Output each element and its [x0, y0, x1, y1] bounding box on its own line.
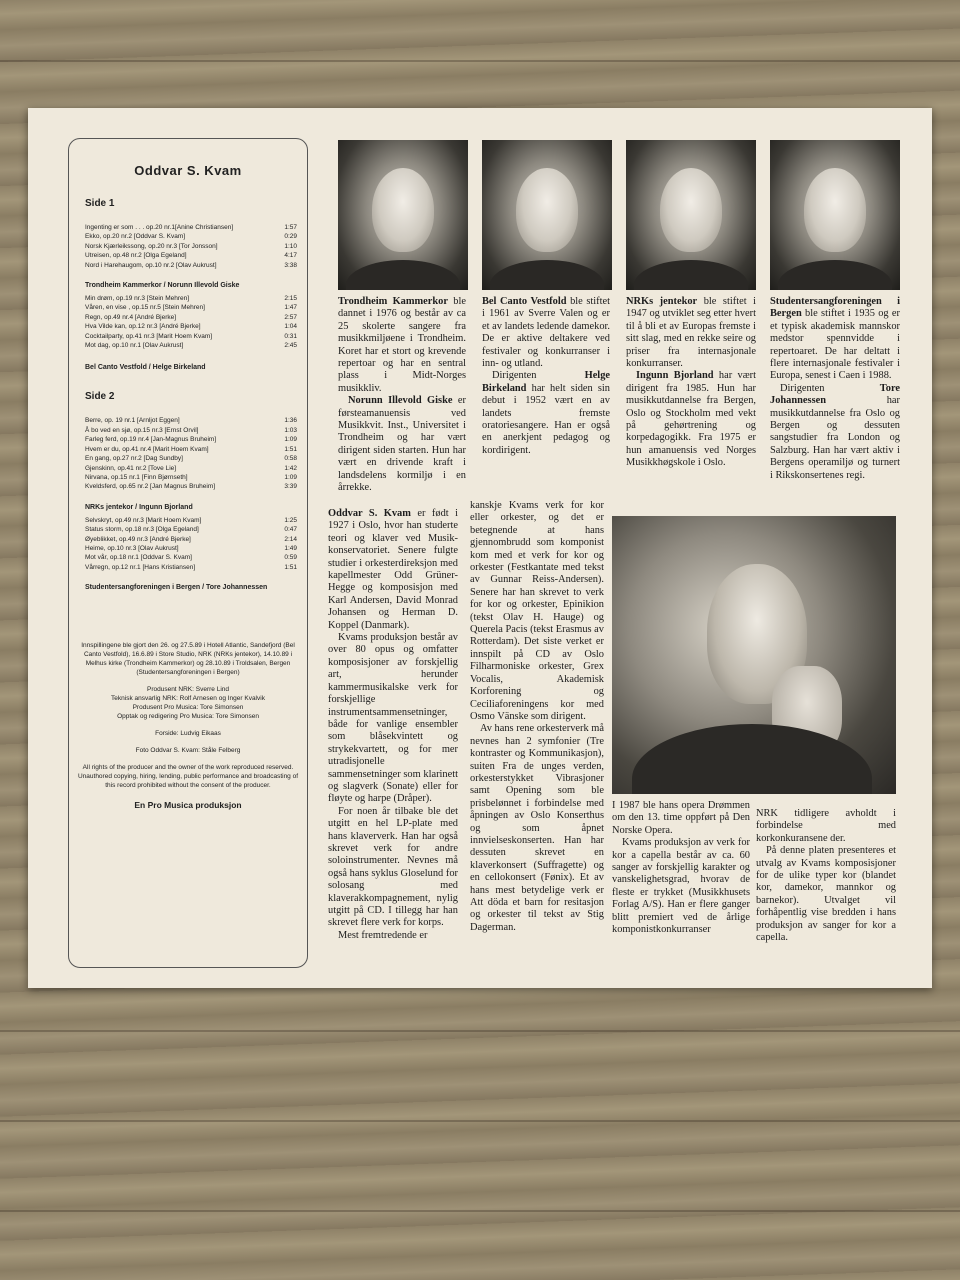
track-duration: 1:04	[284, 323, 297, 331]
side1-heading: Side 1	[85, 198, 115, 209]
bio-kvam-col4	[756, 808, 896, 944]
group1-tracks	[75, 294, 301, 350]
bio-paragraph	[470, 723, 604, 934]
bio-name: Studentersangforeningen i Bergen	[770, 296, 900, 320]
track-row	[85, 261, 301, 270]
track-title: Nirvana, op.15 nr.1 [Finn Bjørnseth]	[85, 473, 188, 481]
track-duration: 1:09	[284, 473, 297, 481]
track-title: Mot vår, op.18 nr.1 [Oddvar S. Kvam]	[85, 554, 192, 562]
credits	[75, 641, 301, 790]
track-title: Kveldsferd, op.65 nr.2 [Jan Magnus Bruheim]	[85, 483, 216, 491]
track-duration: 1:10	[284, 242, 297, 250]
bio-bel-canto-vestfold	[482, 296, 610, 457]
bio-text: ble stiftet i 1947 og utviklet seg etter hvert til å bli et av Europas fremste i sitt slag, med en rekke seire og priser fra internasjonale konkurranser.	[626, 296, 756, 370]
tracklist-box	[68, 138, 308, 968]
bio-text: NRK tidligere avholdt i forbindelse med korkonkuransene der.	[756, 808, 896, 844]
track-row	[85, 563, 301, 572]
bio-paragraph	[470, 500, 604, 723]
track-row	[85, 435, 301, 444]
track-row	[85, 553, 301, 562]
recording-info: Innspillingene ble gjort den 26. og 27.5.89 i Hotell Atlantic, Sandefjord (Bel Canto Vestfold), 16.6.89 i Store Studio, NRK (NRKs jentekor), 14.10.89 i Melhus kirke (Trondheim Kammerkor) og 28.10.89 i Troldsalen, Bergen (Studentersangforeningen i Bergen)	[81, 642, 295, 677]
bio-kvam-col3	[612, 800, 750, 936]
track-title: Øyeblikket, op.49 nr.3 [André Bjerke]	[85, 535, 191, 543]
track-title: Ingenting er som . . . op.20 nr.1[Anine Christiansen]	[85, 224, 234, 231]
bio-text: har helt siden sin debut i 1952 vært en av landets fremste oratoriesangere. Han er også en anerkjent pedagog og kordirigent.	[482, 382, 610, 456]
track-title: Farleg ferd, op.19 nr.4 [Jan-Magnus Bruheim]	[85, 436, 217, 444]
track-duration: 2:45	[284, 342, 297, 350]
bio-text: ble dannet i 1976 og består av ca 25 skolerte sangere fra musikkmiljøene i Trondheim. Koret har et stort og krevende repertoar og har en sentral plass i Midt-Norges musikkliv.	[338, 296, 466, 394]
bio-name: Helge Birkeland	[482, 370, 610, 394]
track-duration: 1:25	[284, 516, 297, 524]
photo-oddvar-kvam	[612, 516, 896, 794]
track-duration: 0:29	[284, 233, 297, 241]
bio-text: er født i 1927 i Oslo, hvor han studerte teori og klaver ved Musik-konservatoriet. Senere fulgte studier i orkesterdireksjon med kapellmester Odd Grüner-Hegge og komposisjon med Karl Andersen, David Monrad Johansen og Herman D. Koppel (Danmark).	[328, 508, 459, 631]
cover-credit: Forside: Ludvig Eikaas	[155, 730, 221, 738]
bio-paragraph	[328, 806, 458, 930]
bio-name: Trondheim Kammerkor	[338, 296, 448, 307]
bio-name: Tore Johannessen	[770, 382, 900, 407]
track-title: Berre, op. 19 nr.1 [Arnljot Eggen]	[85, 417, 180, 425]
track-row	[85, 294, 301, 303]
side2-heading: Side 2	[85, 391, 115, 403]
track-row	[85, 482, 301, 491]
track-title: En gang, op.27 nr.2 [Dag Sundby]	[85, 455, 183, 463]
group3-tracks	[75, 516, 301, 572]
track-title: Cocktailparty, op.41 nr.3 [Marit Hoem Kvam]	[85, 332, 213, 340]
group4-heading: Studentersangforeningen i Bergen / Tore Johannessen	[85, 584, 268, 592]
track-title: Min drøm, op.19 nr.3 [Stein Mehren]	[85, 295, 190, 303]
bio-text: Dirigenten	[492, 370, 585, 382]
bio-text: Dirigenten	[780, 382, 880, 394]
bio-paragraph	[338, 395, 466, 494]
bio-nrks-jentekor	[626, 296, 756, 470]
track-title: Ekko, op.20 nr.2 [Oddvar S. Kvam]	[85, 233, 186, 241]
photo-conductor-bjorland	[626, 140, 756, 290]
bio-text: Kvams produksjon av verk for kor a capella består av ca. 60 sanger av forskjellig karakter og vanskelighetsgrad, hvorav de fleste er trykket (Musikkhusets Forlag A/S). Han er flere ganger blitt premiert ved de årlige komponistkonkurranser	[612, 837, 750, 936]
track-row	[85, 242, 301, 251]
track-row	[85, 516, 301, 525]
track-duration: 2:57	[284, 313, 297, 321]
track-duration: 3:38	[284, 261, 297, 269]
photo-conductor-johannessen	[770, 140, 900, 290]
track-row	[85, 464, 301, 473]
bio-text: I 1987 ble hans opera Drømmen om den 13. time oppført på Den Norske Opera.	[612, 800, 750, 836]
track-row	[85, 232, 301, 241]
bio-trondheim-kammerkor	[338, 296, 466, 495]
track-duration: 1:49	[284, 544, 297, 552]
track-duration: 1:03	[284, 426, 297, 434]
producer-line: Teknisk ansvarlig NRK: Rolf Arnesen og Inger Kvalvik	[111, 695, 265, 703]
track-title: Heime, op.10 nr.3 [Olav Aukrust]	[85, 544, 179, 552]
bio-paragraph	[626, 296, 756, 370]
bio-paragraph	[482, 296, 610, 370]
bio-kvam-col1	[328, 508, 458, 942]
bio-paragraph	[770, 296, 900, 383]
side1-tracks	[75, 223, 301, 270]
photo-credit: Foto Oddvar S. Kvam: Ståle Felberg	[135, 747, 241, 755]
bio-text: For noen år tilbake ble det utgitt en hel LP-plate med hans klaververk. Han har også skrevet verk for andre soloinstrumenter. Nevnes må også hans syklus Gloselund for solosang med klaverakkompagnement, nylig utgitt på CD. I tillegg har han skrevet flere verk for korps.	[328, 805, 458, 929]
track-row	[85, 416, 301, 425]
track-title: Nord i Harehaugom, op.10 nr.2 [Olav Aukrust]	[85, 261, 217, 269]
bio-paragraph	[756, 845, 896, 944]
photo-conductor-birkeland	[482, 140, 612, 290]
track-title: Regn, op.49 nr.4 [André Bjerke]	[85, 313, 177, 321]
track-title: Mot dag, op.10 nr.1 [Olav Aukrust]	[85, 342, 184, 350]
track-title: Hva Vilde kan, op.12 nr.3 [André Bjerke]	[85, 323, 201, 331]
bio-paragraph	[626, 370, 756, 469]
track-row	[85, 544, 301, 553]
track-duration: 1:09	[284, 436, 297, 444]
track-row	[85, 341, 301, 350]
bio-paragraph	[328, 508, 458, 632]
bio-paragraph	[612, 800, 750, 837]
bio-text: ble stiftet i 1961 av Sverre Valen og er et av landets ledende damekor. De er aktive deltakere ved festivaler og konkurranser i inn- og utland.	[482, 296, 610, 370]
track-row	[85, 454, 301, 463]
track-title: Norsk Kjærleikssong, op.20 nr.3 [Tor Jonsson]	[85, 242, 218, 250]
bio-paragraph	[328, 632, 458, 806]
track-title: Gjenskinn, op.41 nr.2 [Tove Lie]	[85, 464, 177, 472]
track-title: Våren, en vise , op.15 nr.5 [Stein Mehren]	[85, 304, 205, 312]
track-row	[85, 223, 301, 232]
bio-text: har musikkutdannelse fra Oslo og Bergen og dessuten sangstudier fra London og Salzburg. Han har vært aktiv i Bergens operamiljø og turnert i Rikskonsertenes regi.	[770, 395, 900, 481]
bio-paragraph	[482, 370, 610, 457]
track-title: Status storm, op.18 nr.3 [Olga Egeland]	[85, 526, 199, 534]
track-title: Å bo ved en sjø, op.15 nr.3 [Ernst Orvil]	[85, 426, 199, 434]
bio-paragraph	[612, 837, 750, 936]
track-duration: 4:17	[284, 252, 297, 260]
bio-name: Ingunn Bjorland	[636, 370, 714, 382]
track-duration: 1:51	[284, 445, 297, 453]
track-duration: 0:59	[284, 554, 297, 562]
bio-name: Oddvar S. Kvam	[328, 508, 411, 519]
bio-paragraph	[770, 383, 900, 482]
track-title: Selvskryt, op.49 nr.3 [Marit Hoem Kvam]	[85, 516, 202, 524]
bio-paragraph	[338, 296, 466, 395]
production-label: En Pro Musica produksjon	[134, 800, 242, 811]
bio-text: Kvams produksjon består av over 80 opus og omfatter komposisjoner av forskjellig art, herunder kammermusikalske verk for forskjellige instrumentsammensetninger, både for vanlige ensembler som blåsekvintett og strykekvartett, og for mer utradisjonelle sammensetninger som klarinett og slagverk (Sonate) eller for fløyte og harpe (Dråper).	[328, 632, 458, 805]
track-duration: 0:31	[284, 332, 297, 340]
producer-line: Produsent Pro Musica: Tore Simonsen	[132, 704, 244, 712]
bio-text: ble stiftet i 1935 og er et typisk akademisk mannskor medstor spennvidde i repertoaret. De har deltatt i flere internasjonale festivaler i Europa, senest i Caen i 1988.	[770, 308, 900, 382]
track-row	[85, 332, 301, 341]
rights-notice: All rights of the producer and the owner of the work reproduced reserved. Unauthored copying, hiring, lending, public performance and broadcasting of this record prohibited without the consent of the producer.	[77, 764, 299, 790]
bio-name: Norunn Illevold Giske	[348, 395, 453, 407]
track-duration: 0:58	[284, 455, 297, 463]
side2-tracks	[75, 416, 301, 491]
track-duration: 3:39	[284, 483, 297, 491]
record-sleeve-back	[28, 108, 932, 988]
bio-text: kanskje Kvams verk for kor eller orkester, og det er betegnende at hans gjennombrudd som komponist kom med et verk for kor og orkester (Festkantate med tekst av Gunnar Reiss-Andersen). Senere har han skrevet to verk for kor og orkester, Epinikion (tekst Olav H. Hauge) og Querela Pacis (tekst Erasmus av Rotterdam). Det siste verket er innspilt på CD av Oslo Filharmoniske orkester, Grex Vocalis, Akademisk Korforening og Ceciliaforeningens kor med Osmo Vänske som dirigent.	[470, 500, 604, 722]
producer-line: Produsent NRK: Sverre Lind	[146, 686, 229, 694]
bio-text: er førsteamanuensis ved Musikkvit. Inst., Universitet i Trondheim og har vært dirigent siden starten. Hun har vært en drivende kraft i landsdelens kormiljø i en årrekke.	[338, 395, 467, 494]
bio-paragraph	[328, 930, 458, 942]
track-duration: 1:51	[284, 563, 297, 571]
track-duration: 1:57	[284, 224, 297, 231]
bio-kvam-col2	[470, 500, 604, 934]
bio-text: Av hans rene orkesterverk må nevnes han 2 symfonier (Tre kontraster og Kommunikasjon), suiten Fra de unges verden, orkesterstykket Vibrasjoner samt Opening som ble prisbelønnet i forbindelse med åpningen av Oslo Konserthus og som åpnet innvielseskonserten. Han har dessuten skrevet en klaverkonsert (Suffragette) og en cellokonsert (Fønix). Et av hans mest betydelige verk er Att döda et barn for resitasjon og orkester til tekst av Stig Dagerman.	[470, 723, 604, 933]
tracklist-title: Oddvar S. Kvam	[134, 163, 242, 178]
bio-text: På denne platen presenteres et utvalg av Kvams komposisjoner for de ulike typer kor (blandet kor, damekor, mannkor og barnekor). Utvalget vil forhåpentlig vise bredden i hans produksjon av sanger for kor a capella.	[756, 845, 896, 944]
track-duration: 1:36	[284, 417, 297, 425]
track-title: Vårregn, op.12 nr.1 [Hans Kristiansen]	[85, 563, 196, 571]
group1-heading: Trondheim Kammerkor / Norunn Illevold Giske	[85, 282, 240, 290]
track-title: Hvem er du, op.41 nr.4 [Marit Hoem Kvam]	[85, 445, 209, 453]
track-title: Utreisen, op.48 nr.2 [Olga Egeland]	[85, 252, 187, 260]
track-row	[85, 525, 301, 534]
bio-paragraph	[756, 808, 896, 845]
track-duration: 2:14	[284, 535, 297, 543]
group3-heading: NRKs jentekor / Ingunn Bjorland	[85, 503, 193, 511]
track-row	[85, 303, 301, 312]
track-row	[85, 313, 301, 322]
track-row	[85, 251, 301, 260]
bio-text: har vært dirigent fra 1985. Hun har musikkutdannelse fra Bergen, Oslo og Stockholm med vekt på gehørtrening og korpedagogikk. Fra 1975 er hun amanuensis ved Norges Musikkhøgskole i Oslo.	[626, 370, 756, 469]
track-row	[85, 535, 301, 544]
track-duration: 0:47	[284, 526, 297, 534]
bio-text: Mest fremtredende er	[338, 929, 428, 941]
group2-heading: Bel Canto Vestfold / Helge Birkeland	[85, 364, 206, 372]
track-row	[85, 426, 301, 435]
track-duration: 1:42	[284, 464, 297, 472]
producer-line: Opptak og redigering Pro Musica: Tore Simonsen	[117, 713, 259, 721]
track-row	[85, 473, 301, 482]
photo-conductor-giske	[338, 140, 468, 290]
track-row	[85, 322, 301, 331]
track-row	[85, 445, 301, 454]
bio-name: Bel Canto Vestfold	[482, 296, 567, 307]
bio-studentersangforeningen	[770, 296, 900, 482]
track-duration: 1:47	[284, 304, 297, 312]
bio-name: NRKs jentekor	[626, 296, 698, 307]
track-duration: 2:15	[284, 295, 297, 303]
